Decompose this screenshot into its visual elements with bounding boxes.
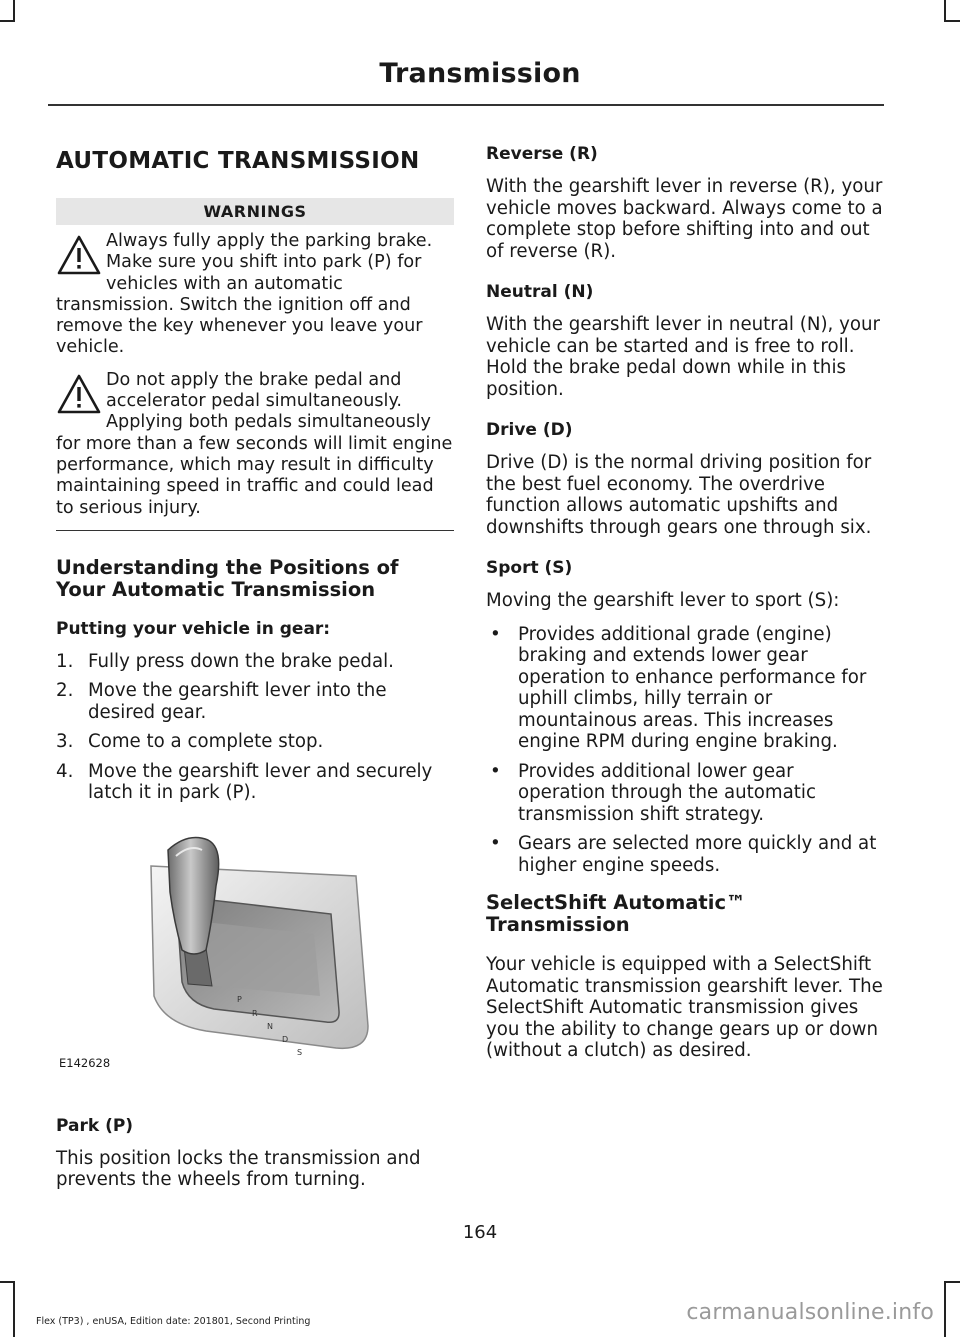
list-item: • Provides additional grade (engine) braking and extends lower gear operation to enhance performance for uphill climbs, hilly terrain or mountainous areas. This increases engine RPM during engine braking. bbox=[486, 624, 884, 753]
warnings-heading: WARNINGS bbox=[56, 198, 454, 225]
svg-text:D: D bbox=[282, 1034, 289, 1044]
page-header-title: Transmission bbox=[379, 58, 581, 89]
crop-mark-bottom-right-h bbox=[944, 1281, 960, 1283]
crop-mark-top-left-h bbox=[0, 20, 15, 22]
warning-item-1 bbox=[56, 231, 454, 359]
crop-mark-top-right-h bbox=[944, 20, 960, 22]
section-title: AUTOMATIC TRANSMISSION bbox=[56, 148, 420, 174]
list-item: • Gears are selected more quickly and at higher engine speeds. bbox=[486, 833, 884, 876]
list-item: 2. Move the gearshift lever into the desired gear. bbox=[56, 680, 387, 723]
svg-text:S: S bbox=[297, 1047, 303, 1057]
warning-triangle-icon bbox=[56, 233, 102, 279]
sport-bullets-list bbox=[486, 624, 884, 877]
warning-triangle-icon bbox=[56, 372, 102, 418]
warning-item-2 bbox=[56, 370, 454, 519]
crop-mark-bottom-left-v bbox=[13, 1281, 15, 1337]
warnings-divider bbox=[56, 530, 454, 531]
neutral-heading: Neutral (N) bbox=[486, 282, 594, 302]
drive-heading: Drive (D) bbox=[486, 420, 573, 440]
crop-mark-top-left-v bbox=[13, 0, 15, 22]
crop-mark-bottom-right-v bbox=[944, 1281, 946, 1337]
svg-text:R: R bbox=[252, 1008, 258, 1018]
park-text: This position locks the transmission and prevents the wheels from turning. bbox=[56, 1147, 421, 1191]
gear-steps-list bbox=[56, 651, 454, 804]
sport-intro: Moving the gearshift lever to sport (S): bbox=[486, 590, 840, 611]
reverse-heading: Reverse (R) bbox=[486, 144, 598, 164]
header-divider bbox=[48, 104, 884, 106]
neutral-text: With the gearshift lever in neutral (N), your vehicle can be started and is free to roll. Hold the brake pedal down while in this position. bbox=[486, 314, 881, 400]
right-column bbox=[486, 144, 884, 1062]
list-item: • Provides additional lower gear operation through the automatic transmission shift strategy. bbox=[486, 761, 884, 826]
subsection-title: Understanding the Positions of Your Automatic Transmission bbox=[56, 555, 399, 601]
park-heading: Park (P) bbox=[56, 1115, 134, 1136]
sport-heading: Sport (S) bbox=[486, 558, 573, 578]
figure-id: E142628 bbox=[59, 1055, 111, 1070]
selectshift-text: Your vehicle is equipped with a SelectShift Automatic transmission gearshift lever. The SelectShift Automatic transmission gives you the ability to change gears up or down (without a clutch) as desired. bbox=[486, 954, 883, 1061]
warning-text-1: Always fully apply the parking brake. Make sure you shift into park (P) for vehicles with an automatic transmission. Switch the ignition off and remove the key whenever you leave your vehicle. bbox=[56, 231, 433, 358]
gear-procedure-heading: Putting your vehicle in gear: bbox=[56, 618, 331, 639]
crop-mark-top-right-v bbox=[944, 0, 946, 22]
svg-text:P: P bbox=[237, 994, 242, 1004]
reverse-text: With the gearshift lever in reverse (R), your vehicle moves backward. Always come to a complete stop before shifting into and out of reverse (R). bbox=[486, 176, 883, 262]
crop-mark-bottom-left-h bbox=[0, 1281, 15, 1283]
warning-text-2: Do not apply the brake pedal and accelerator pedal simultaneously. Applying both pedals simultaneously for more than a few seconds will limit engine performance, which may result in difficulty maintaining speed in traffic and could lead to serious injury. bbox=[56, 369, 453, 518]
page-number: 164 bbox=[462, 1222, 498, 1243]
list-item: 3. Come to a complete stop. bbox=[56, 731, 324, 753]
list-item: 1. Fully press down the brake pedal. bbox=[56, 650, 394, 672]
list-item: 4. Move the gearshift lever and securely latch it in park (P). bbox=[56, 760, 433, 804]
gearshift-lever-illustration bbox=[56, 826, 376, 1076]
edition-footer: Flex (TP3) , enUSA, Edition date: 201801, Second Printing bbox=[36, 1316, 311, 1327]
watermark: carmanualsonline.info bbox=[686, 1300, 934, 1325]
gearshift-console-image bbox=[56, 826, 376, 1076]
left-column bbox=[56, 144, 454, 1191]
selectshift-heading: SelectShift Automatic™ Transmission bbox=[486, 891, 746, 936]
drive-text: Drive (D) is the normal driving position for the best fuel economy. The overdrive function allows automatic upshifts and downshifts through gears one through six. bbox=[486, 452, 872, 538]
svg-text:N: N bbox=[267, 1021, 273, 1031]
